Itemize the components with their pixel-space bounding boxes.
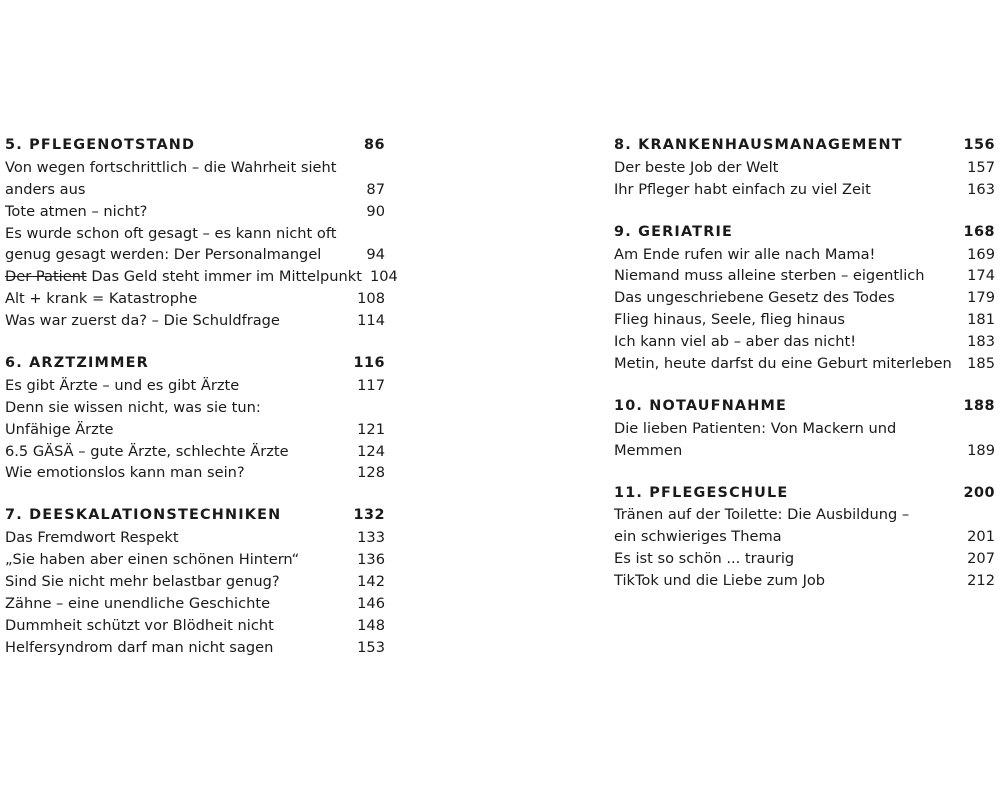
toc-entry-page-number: 169 [967, 245, 995, 263]
toc-entry-line[interactable] [614, 570, 995, 592]
toc-entry-title: ein schwieriges Thema [614, 528, 782, 546]
toc-entry-page-number: 179 [967, 289, 995, 307]
toc-entry-line[interactable] [5, 397, 385, 419]
toc-entry-line[interactable] [614, 504, 995, 526]
toc-entry-line[interactable] [614, 353, 995, 375]
toc-entry-line[interactable] [5, 266, 398, 288]
toc-entry-title: Es wurde schon oft gesagt – es kann nicht oft [5, 224, 337, 242]
toc-column-right [614, 135, 995, 613]
toc-column-left [5, 135, 398, 680]
toc-entry-page-number: 108 [357, 290, 385, 308]
toc-entry-title: Denn sie wissen nicht, was sie tun: [5, 398, 261, 416]
toc-entry-title: anders aus [5, 180, 86, 198]
chapter-page-number: 200 [963, 484, 995, 501]
toc-entry-page-number: 183 [967, 333, 995, 351]
toc-entry-line[interactable] [5, 549, 385, 571]
toc-entry-line[interactable] [5, 179, 385, 201]
toc-entry-line[interactable] [614, 418, 995, 440]
toc-entry-page-number: 90 [366, 202, 385, 220]
chapter-title: 8. KRANKENHAUSMANAGEMENT [614, 137, 903, 153]
toc-entry-title: „Sie haben aber einen schönen Hintern“ [5, 551, 300, 569]
toc-entry-line[interactable] [5, 571, 385, 593]
toc-entry-page-number: 163 [967, 180, 995, 198]
toc-entry-page-number: 189 [967, 441, 995, 459]
toc-entry-title: Es gibt Ärzte – und es gibt Ärzte [5, 376, 240, 394]
toc-chapter [5, 505, 385, 658]
toc-entry-page-number: 146 [357, 594, 385, 612]
chapter-heading[interactable] [5, 135, 385, 157]
chapter-title: 11. PFLEGESCHULE [614, 484, 789, 501]
toc-entry-page-number: 153 [357, 638, 385, 656]
toc-entry-title: Die lieben Patienten: Von Mackern und [614, 419, 897, 437]
chapter-heading[interactable] [614, 396, 995, 418]
toc-entry-title: Von wegen fortschrittlich – die Wahrheit sieht [5, 158, 337, 176]
toc-entry-title: Dummheit schützt vor Blödheit nicht [5, 616, 274, 634]
chapter-page-number: 168 [963, 223, 995, 240]
toc-entry-line[interactable] [614, 244, 995, 266]
toc-entry-title: Tote atmen – nicht? [5, 202, 148, 220]
toc-entry-title: TikTok und die Liebe zum Job [614, 572, 826, 590]
chapter-heading[interactable] [5, 505, 385, 527]
toc-entry-line[interactable] [5, 244, 385, 266]
toc-entry-title: Niemand muss alleine sterben – eigentlich [614, 267, 925, 285]
toc-entry-title: Das Fremdwort Respekt [5, 529, 179, 547]
toc-entry-line[interactable] [614, 309, 995, 331]
toc-entry-title: Sind Sie nicht mehr belastbar genug? [5, 573, 280, 591]
toc-entry-page-number: 117 [357, 376, 385, 394]
toc-entry-line[interactable] [614, 440, 995, 462]
toc-entry-line[interactable] [5, 615, 385, 637]
toc-entry-page-number: 148 [357, 616, 385, 634]
toc-entry-page-number: 157 [967, 158, 995, 176]
toc-entry-title: Tränen auf der Toilette: Die Ausbildung – [614, 506, 910, 524]
chapter-page-number: 156 [963, 137, 995, 153]
toc-entry-title: Der beste Job der Welt [614, 158, 779, 176]
toc-entry-title: genug gesagt werden: Der Personalmangel [5, 246, 322, 264]
toc-chapter [5, 353, 385, 484]
toc-entry-title: Memmen [614, 441, 683, 459]
toc-entry-title: Am Ende rufen wir alle nach Mama! [614, 245, 876, 263]
toc-entry-page-number: 201 [967, 528, 995, 546]
toc-entry-line[interactable] [5, 419, 385, 441]
toc-entry-title: Alt + krank = Katastrophe [5, 290, 198, 308]
toc-entry-title: Das ungeschriebene Gesetz des Todes [614, 289, 895, 307]
chapter-title: 9. GERIATRIE [614, 223, 734, 240]
chapter-heading[interactable] [614, 222, 995, 244]
chapter-heading[interactable] [614, 483, 995, 505]
chapter-page-number: 86 [363, 137, 385, 153]
toc-entry-page-number: 185 [967, 355, 995, 373]
toc-entry-line[interactable] [5, 223, 385, 245]
chapter-heading[interactable] [614, 135, 995, 157]
toc-entry-page-number: 207 [967, 550, 995, 568]
toc-entry-line[interactable] [5, 288, 385, 310]
chapter-title: 10. NOTAUFNAHME [614, 397, 788, 414]
toc-entry-page-number: 133 [357, 529, 385, 547]
toc-chapter [614, 222, 995, 375]
toc-entry-page-number: 181 [967, 311, 995, 329]
toc-entry-page-number: 124 [357, 442, 385, 460]
toc-chapter [614, 135, 995, 201]
toc-entry-title: Es ist so schön ... traurig [614, 550, 795, 568]
toc-entry-title: Wie emotionslos kann man sein? [5, 464, 245, 482]
toc-entry-page-number: 174 [967, 267, 995, 285]
chapter-page-number: 132 [353, 507, 385, 524]
toc-entry-page-number: 114 [357, 312, 385, 330]
toc-entry-page-number: 121 [357, 420, 385, 438]
toc-entry-title: 6.5 GÄSÄ – gute Ärzte, schlechte Ärzte [5, 442, 289, 460]
toc-entry-line[interactable] [614, 526, 995, 548]
toc-entry-title: Ich kann viel ab – aber das nicht! [614, 333, 857, 351]
toc-entry-line[interactable] [614, 179, 995, 201]
toc-entry-line[interactable] [614, 548, 995, 570]
toc-entry-title: Ihr Pfleger habt einfach zu viel Zeit [614, 180, 871, 198]
toc-entry-line[interactable] [614, 287, 995, 309]
toc-entry-line[interactable] [5, 462, 385, 484]
toc-entry-line[interactable] [5, 593, 385, 615]
toc-entry-title: Was war zuerst da? – Die Schuldfrage [5, 312, 280, 330]
toc-chapter [5, 135, 398, 332]
chapter-page-number: 188 [963, 397, 995, 414]
toc-entry-title: Metin, heute darfst du eine Geburt miterleben [614, 355, 952, 373]
toc-entry-line[interactable] [614, 331, 995, 353]
toc-entry-title: Flieg hinaus, Seele, flieg hinaus [614, 311, 846, 329]
toc-entry-line[interactable] [5, 201, 385, 223]
chapter-title: 6. ARZTZIMMER [5, 355, 149, 372]
toc-entry-title: Unfähige Ärzte [5, 420, 114, 438]
toc-entry-line[interactable] [5, 157, 385, 179]
toc-entry-line[interactable] [5, 375, 385, 397]
toc-entry-line[interactable] [5, 441, 385, 463]
toc-entry-title-text: Das Geld steht immer im Mittelpunkt [91, 268, 362, 286]
toc-entry-title: Zähne – eine unendliche Geschichte [5, 594, 271, 612]
toc-entry-page-number: 142 [357, 573, 385, 591]
toc-entry-line[interactable] [614, 265, 995, 287]
chapter-page-number: 116 [353, 355, 385, 372]
chapter-title: 7. DEESKALATIONSTECHNIKEN [5, 507, 282, 524]
toc-entry-page-number: 128 [357, 464, 385, 482]
toc-entry-title [5, 266, 362, 288]
chapter-heading[interactable] [5, 353, 385, 375]
toc-entry-line[interactable] [5, 310, 385, 332]
toc-chapter [614, 396, 995, 462]
toc-entry-page-number: 87 [366, 180, 385, 198]
toc-entry-page-number: 94 [366, 246, 385, 264]
toc-entry-title: Helfersyndrom darf man nicht sagen [5, 638, 274, 656]
toc-entry-line[interactable] [5, 527, 385, 549]
toc-entry-line[interactable] [614, 157, 995, 179]
toc-chapter [614, 483, 995, 592]
struck-through-text: Der Patient [5, 268, 87, 286]
toc-entry-page-number: 104 [369, 268, 398, 286]
chapter-title: 5. PFLEGENOTSTAND [5, 137, 196, 153]
toc-entry-line[interactable] [5, 637, 385, 659]
toc-entry-page-number: 212 [967, 572, 995, 590]
toc-entry-page-number: 136 [357, 551, 385, 569]
